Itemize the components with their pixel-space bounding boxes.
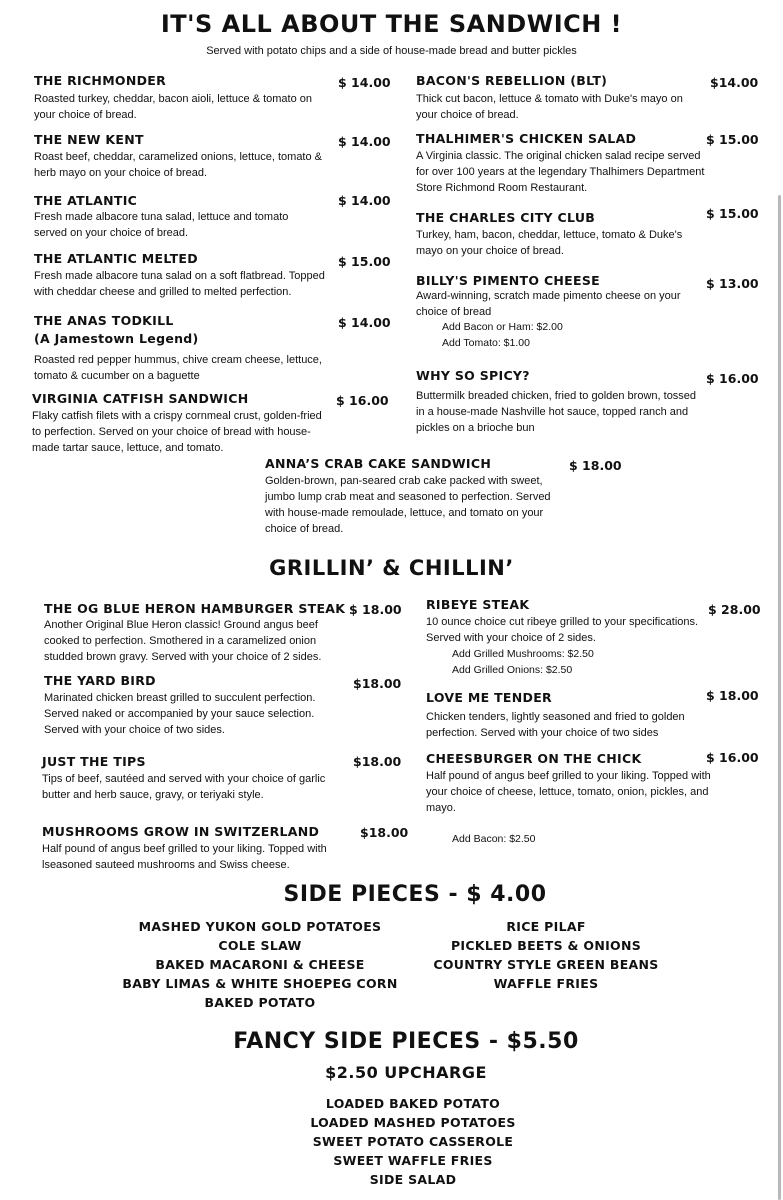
menu-item-addon: Add Bacon: $2.50 (452, 833, 536, 845)
menu-item-name: BILLY'S PIMENTO CHEESE (416, 273, 601, 288)
list-item: LOADED BAKED POTATO (325, 1096, 501, 1111)
menu-item-price: $14.00 (710, 75, 759, 90)
menu-item-price: $18.00 (353, 676, 402, 691)
menu-item-price: $ 18.00 (349, 602, 402, 617)
sides-list-left (110, 917, 410, 1012)
list-item: COLE SLAW (218, 938, 302, 953)
list-item: PICKLED BEETS & ONIONS (450, 938, 642, 953)
list-item: SWEET POTATO CASSEROLE (312, 1134, 514, 1149)
list-item: BAKED POTATO (204, 995, 316, 1010)
fancy-sides-list (0, 1094, 783, 1189)
menu-item-description: Golden-brown, pan-seared crab cake packed with sweet, jumbo lump crab meat and seasoned to perfection. Served with house-made remoulade, lettuce, and tomato on your choice of bread. (265, 475, 551, 535)
list-item: WAFFLE FRIES (493, 976, 599, 991)
menu-item-price: $ 16.00 (336, 393, 389, 408)
menu-item-name: BACON'S REBELLION (BLT) (416, 73, 608, 88)
menu-item-description: Fresh made albacore tuna salad on a soft flatbread. Topped with cheddar cheese and grilled to melted perfection. (34, 270, 325, 298)
menu-item-name: THE NEW KENT (34, 132, 144, 147)
list-item: RICE PILAF (506, 919, 586, 934)
menu-item-description: Half pound of angus beef grilled to your liking. Topped with your choice of cheese, lettuce, tomato, onion, pickles, and mayo. (426, 770, 711, 814)
menu-item-name: VIRGINIA CATFISH SANDWICH (32, 391, 249, 406)
menu-item-name: LOVE ME TENDER (426, 690, 552, 705)
menu-item-description: A Virginia classic. The original chicken salad recipe served for over 100 years at the legendary Thalhimers Department Store Richmond Room Restaurant. (416, 150, 705, 194)
menu-item-description: Another Original Blue Heron classic! Ground angus beef cooked to perfection. Smothered in a caramelized onion studded brown gravy. Served with your choice of 2 sides. (44, 619, 322, 663)
menu-item-price: $ 14.00 (338, 75, 391, 90)
menu-item-description: Tips of beef, sautéed and served with your choice of garlic butter and herb sauce, gravy, or teriyaki style. (42, 773, 326, 801)
menu-item-price: $ 18.00 (706, 688, 759, 703)
menu-item-addon: Add Grilled Mushrooms: $2.50 Add Grilled Onions: $2.50 (452, 648, 594, 676)
menu-item-name: THE YARD BIRD (44, 673, 156, 688)
menu-item-description: Half pound of angus beef grilled to your liking. Topped with lseasoned sauteed mushrooms and Swiss cheese. (42, 843, 327, 871)
menu-item-price: $18.00 (353, 754, 402, 769)
sides-list-right (420, 917, 672, 993)
menu-item-price: $ 16.00 (706, 371, 759, 386)
menu-item-price: $ 15.00 (706, 132, 759, 147)
menu-item-price: $ 14.00 (338, 315, 391, 330)
menu-item-price: $ 13.00 (706, 276, 759, 291)
menu-item-price: $ 15.00 (338, 254, 391, 269)
menu-item-name: THE ATLANTIC (34, 193, 138, 208)
menu-item-name: THE ANAS TODKILL (34, 313, 174, 328)
menu-item-price: $ 14.00 (338, 134, 391, 149)
sandwich-section-subtitle: Served with potato chips and a side of house-made bread and butter pickles (206, 45, 577, 57)
menu-item-description: Marinated chicken breast grilled to succulent perfection. Served naked or accompanied by your sauce selection. Served with your choice of two sides. (44, 692, 316, 736)
grill-section-title: GRILLIN’ & CHILLIN’ (269, 556, 514, 580)
menu-item-name-subtitle: (A Jamestown Legend) (34, 331, 199, 346)
list-item: SIDE SALAD (369, 1172, 457, 1187)
menu-item-description: Buttermilk breaded chicken, fried to golden brown, tossed in a house-made Nashville hot sauce, topped ranch and pickles on a brioche bun (416, 390, 697, 434)
menu-item-name: THE CHARLES CITY CLUB (416, 210, 596, 225)
list-item: BAKED MACARONI & CHEESE (155, 957, 365, 972)
menu-item-addon: Add Bacon or Ham: $2.00 Add Tomato: $1.00 (442, 321, 563, 349)
menu-item-name: MUSHROOMS GROW IN SWITZERLAND (42, 824, 320, 839)
fancy-sides-upcharge: $2.50 UPCHARGE (325, 1063, 487, 1082)
menu-item-name: CHEESBURGER ON THE CHICK (426, 751, 642, 766)
menu-item-name: WHY SO SPICY? (416, 368, 530, 383)
menu-item-description: Chicken tenders, lightly seasoned and fried to golden perfection. Served with your choice of two sides (426, 711, 685, 739)
menu-item-description: Fresh made albacore tuna salad, lettuce and tomato served on your choice of bread. (34, 211, 289, 239)
menu-item-name: JUST THE TIPS (42, 754, 146, 769)
fancy-sides-title: FANCY SIDE PIECES - $5.50 (233, 1029, 579, 1054)
menu-item-description: Flaky catfish filets with a crispy cornmeal crust, golden-fried to perfection. Served on your choice of bread with house- made tartar sauce, lettuce, and tomato. (32, 410, 322, 454)
sides-section-title: SIDE PIECES - $ 4.00 (283, 882, 547, 907)
menu-item-name: RIBEYE STEAK (426, 597, 530, 612)
menu-item-price: $ 15.00 (706, 206, 759, 221)
menu-item-price: $18.00 (360, 825, 409, 840)
menu-item-name: THE OG BLUE HERON HAMBURGER STEAK (44, 601, 346, 616)
menu-item-description: Roasted turkey, cheddar, bacon aioli, lettuce & tomato on your choice of bread. (34, 93, 313, 121)
list-item: BABY LIMAS & WHITE SHOEPEG CORN (122, 976, 398, 991)
menu-item-name: THE RICHMONDER (34, 73, 167, 88)
menu-item-description: Roasted red pepper hummus, chive cream cheese, lettuce, tomato & cucumber on a baguette (34, 354, 322, 382)
menu-item-description: Thick cut bacon, lettuce & tomato with Duke's mayo on your choice of bread. (416, 93, 683, 121)
menu-item-price: $ 18.00 (569, 458, 622, 473)
vertical-scrollbar[interactable] (778, 195, 781, 1200)
sandwich-section-title: IT'S ALL ABOUT THE SANDWICH ! (160, 10, 623, 38)
list-item: COUNTRY STYLE GREEN BEANS (433, 957, 659, 972)
list-item: MASHED YUKON GOLD POTATOES (138, 919, 382, 934)
menu-item-price: $ 16.00 (706, 750, 759, 765)
menu-item-price: $ 14.00 (338, 193, 391, 208)
menu-item-description: Award-winning, scratch made pimento cheese on your choice of bread (416, 290, 681, 318)
menu-item-description: Turkey, ham, bacon, cheddar, lettuce, tomato & Duke's mayo on your choice of bread. (416, 229, 683, 257)
menu-item-description: 10 ounce choice cut ribeye grilled to your specifications. Served with your choice of 2 sides. (426, 616, 699, 644)
menu-item-name: THE ATLANTIC MELTED (34, 251, 198, 266)
list-item: SWEET WAFFLE FRIES (333, 1153, 493, 1168)
list-item: LOADED MASHED POTATOES (310, 1115, 516, 1130)
menu-item-price: $ 28.00 (708, 602, 761, 617)
menu-item-name: THALHIMER'S CHICKEN SALAD (416, 131, 637, 146)
menu-item-description: Roast beef, cheddar, caramelized onions, lettuce, tomato & herb mayo on your choice of bread. (34, 151, 322, 179)
menu-item-name: ANNA’S CRAB CAKE SANDWICH (265, 456, 492, 471)
